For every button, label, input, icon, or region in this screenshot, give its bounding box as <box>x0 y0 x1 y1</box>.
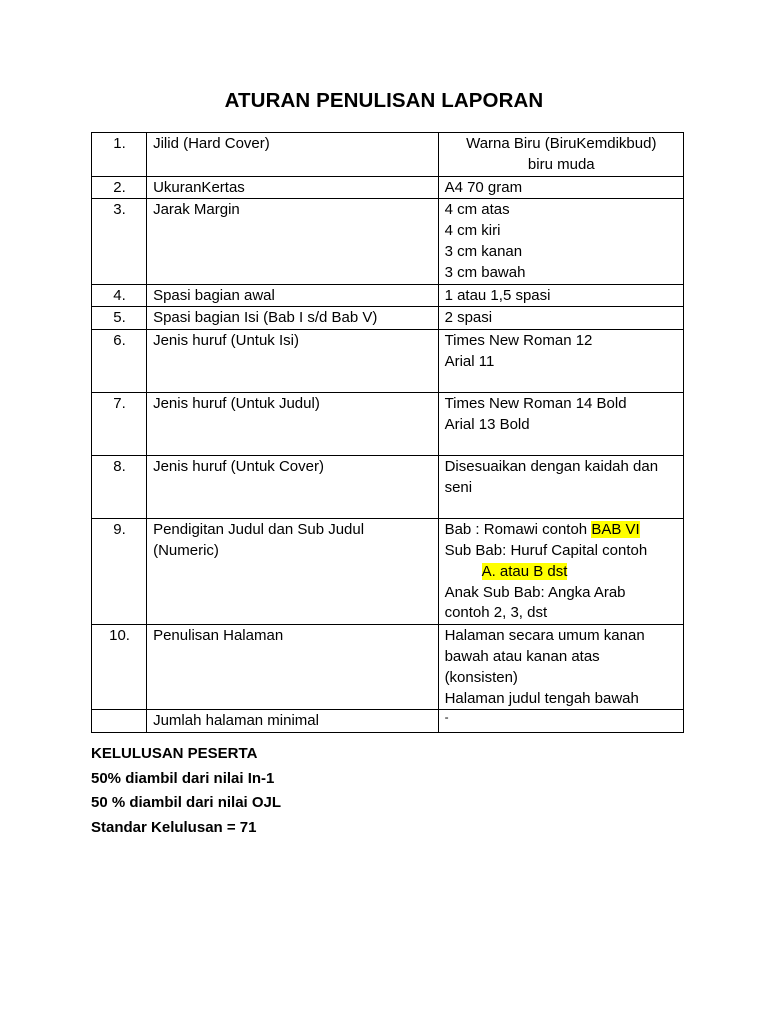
bab-text: Bab : Romawi contoh <box>444 521 592 539</box>
row-item: Jenis huruf (Untuk Isi) <box>147 330 438 393</box>
value-dash: - <box>444 710 449 725</box>
row-value <box>438 176 683 199</box>
row-item: Jenis huruf (Untuk Cover) <box>147 456 438 519</box>
value-line: (konsisten) <box>444 668 518 686</box>
value-line: Arial 11 <box>444 352 495 370</box>
row-number: 8. <box>92 456 147 519</box>
table-row <box>92 625 684 710</box>
value-line: 3 cm kanan <box>444 242 523 260</box>
row-item: Spasi bagian awal <box>147 284 438 307</box>
subbab-example-highlight: A. atau B dst <box>481 562 568 580</box>
section-heading: KELULUSAN PESERTA <box>91 745 258 762</box>
row-item: Spasi bagian Isi (Bab I s/d Bab V) <box>147 307 438 330</box>
footer-line: 50% diambil dari nilai In-1 <box>91 769 275 787</box>
bab-example-highlight: BAB VI <box>591 521 640 539</box>
row-number: 7. <box>92 393 147 456</box>
value-line: biru muda <box>527 155 595 173</box>
graduation-section <box>91 742 281 840</box>
row-value <box>438 393 683 456</box>
value-line: 1 atau 1,5 spasi <box>444 286 551 304</box>
table-row <box>92 330 684 393</box>
row-value <box>438 133 683 177</box>
document-title: ATURAN PENULISAN LAPORAN <box>224 89 544 112</box>
value-line: Halaman secara umum kanan <box>444 627 645 645</box>
value-line: contoh 2, 3, dst <box>444 604 548 622</box>
row-number: 10. <box>92 625 147 710</box>
table-row <box>92 307 684 330</box>
table-row <box>92 199 684 284</box>
row-number: 2. <box>92 176 147 199</box>
table-row <box>92 519 684 625</box>
row-item: Jilid (Hard Cover) <box>147 133 438 177</box>
footer-line: 50 % diambil dari nilai OJL <box>91 794 282 811</box>
value-line: bawah atau kanan atas <box>444 647 600 665</box>
row-number: 5. <box>92 307 147 330</box>
value-line: 4 cm atas <box>444 201 510 219</box>
row-number: 9. <box>92 519 147 625</box>
item-line: (Numeric) <box>153 541 219 559</box>
value-line: Times New Roman 14 Bold <box>444 395 627 413</box>
row-item: Jarak Margin <box>147 199 438 284</box>
row-item: UkuranKertas <box>147 176 438 199</box>
row-number: 4. <box>92 284 147 307</box>
footer-line: Standar Kelulusan = 71 <box>91 818 257 836</box>
row-value <box>438 307 683 330</box>
value-line <box>445 562 678 583</box>
row-item: Jenis huruf (Untuk Judul) <box>147 393 438 456</box>
table-row <box>92 133 684 177</box>
rules-table <box>91 132 684 733</box>
row-number: 6. <box>92 330 147 393</box>
value-line: Anak Sub Bab: Angka Arab <box>444 583 626 601</box>
value-line: seni <box>444 478 473 496</box>
value-line: 4 cm kiri <box>444 222 501 240</box>
row-value <box>438 710 683 733</box>
row-value <box>438 519 683 625</box>
table-row <box>92 456 684 519</box>
value-line: Sub Bab: Huruf Capital contoh <box>444 541 648 559</box>
value-line: 3 cm bawah <box>444 263 526 281</box>
row-number: 3. <box>92 199 147 284</box>
table-row <box>92 284 684 307</box>
value-line <box>445 520 678 541</box>
item-line: Pendigitan Judul dan Sub Judul <box>153 521 365 539</box>
row-value <box>438 625 683 710</box>
row-item: Penulisan Halaman <box>147 625 438 710</box>
value-line: A4 70 gram <box>444 178 523 196</box>
value-line: Warna Biru (BiruKemdikbud) <box>466 135 657 152</box>
value-line: Halaman judul tengah bawah <box>444 689 639 707</box>
row-item <box>147 519 438 625</box>
value-line: Disesuaikan dengan kaidah dan <box>444 458 659 476</box>
row-item: Jumlah halaman minimal <box>147 710 438 733</box>
row-value <box>438 199 683 284</box>
row-number: 1. <box>92 133 147 177</box>
row-value <box>438 330 683 393</box>
row-value <box>438 284 683 307</box>
table-row <box>92 710 684 733</box>
row-value <box>438 456 683 519</box>
value-line: Times New Roman 12 <box>444 332 593 350</box>
value-line: Arial 13 Bold <box>444 415 530 433</box>
table-row <box>92 176 684 199</box>
table-row <box>92 393 684 456</box>
row-number <box>92 710 147 733</box>
value-line: 2 spasi <box>444 309 493 327</box>
